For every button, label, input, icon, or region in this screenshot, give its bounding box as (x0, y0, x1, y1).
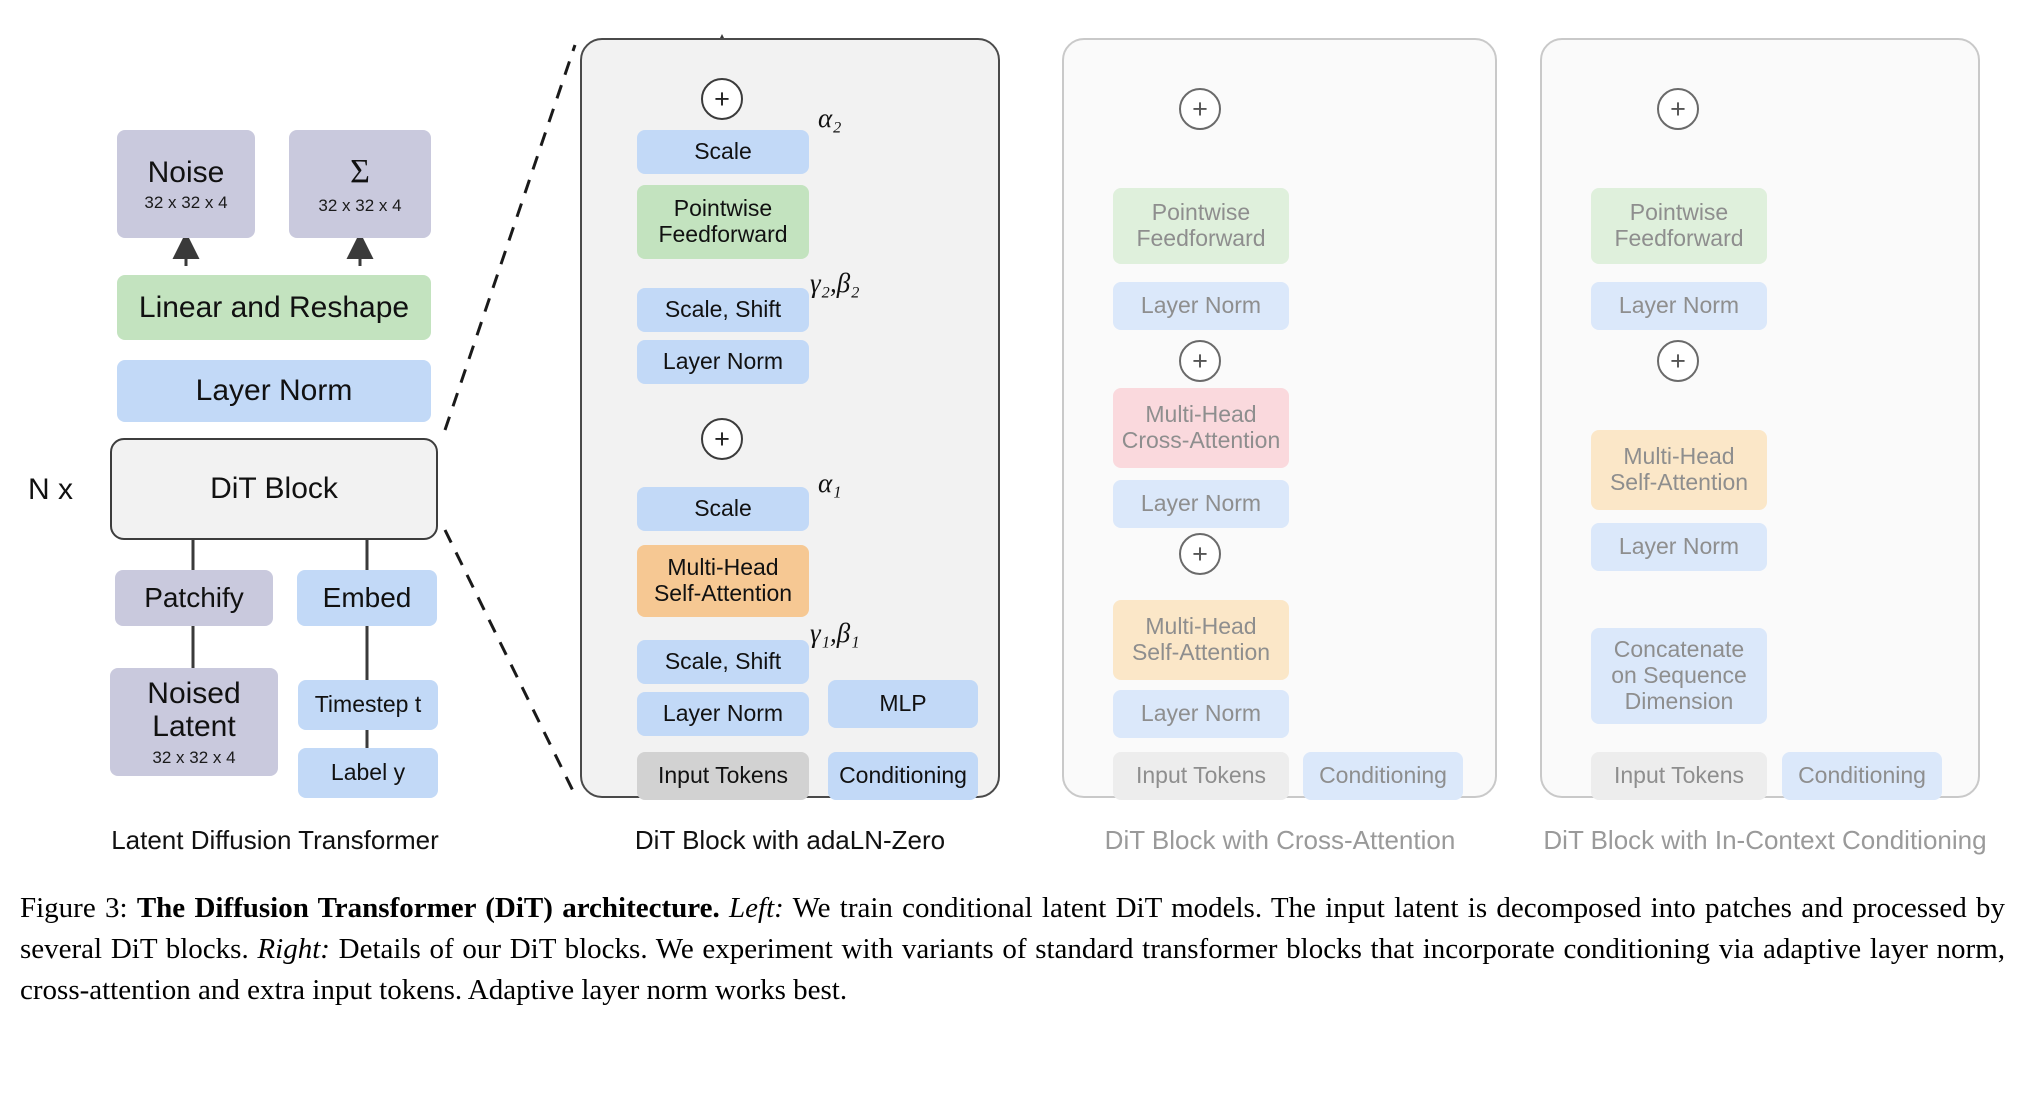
incontext-concat-line3: Dimension (1624, 687, 1734, 714)
incontext-concatenate (1591, 628, 1767, 724)
incontext-add-top-label: + (1670, 93, 1686, 124)
adaln-pointwise-line1: Pointwise (673, 195, 773, 222)
cross-add-top-label: + (1192, 93, 1208, 124)
cross-mhsa-line1: Multi-Head (1145, 613, 1257, 640)
incontext-conditioning (1782, 752, 1942, 800)
node-linear-reshape-label: Linear and Reshape (138, 290, 410, 324)
cross-pointwise-feedforward (1113, 188, 1289, 264)
incontext-add-top (1657, 88, 1699, 130)
node-sigma-label: Σ (350, 153, 370, 191)
incontext-input-tokens-label: Input Tokens (1613, 762, 1744, 789)
adaln-gamma2-beta2-label: γ₂,β₂ (810, 268, 860, 298)
adaln-layer-norm-top (637, 340, 809, 384)
incontext-multi-head-self-attention (1591, 430, 1767, 510)
node-noised-latent-line2: Latent (152, 710, 236, 744)
adaln-scale-shift-bottom-label: Scale, Shift (664, 648, 782, 675)
incontext-pointwise-line2: Feedforward (1614, 225, 1744, 251)
cross-add-top (1179, 88, 1221, 130)
cross-multi-head-cross-attention (1113, 388, 1289, 468)
figure-caption-right-em: Right: (257, 933, 330, 966)
incontext-mhsa-line2: Self-Attention (1609, 469, 1749, 495)
incontext-layer-norm-mid-label: Layer Norm (1618, 533, 1740, 560)
incontext-conditioning-label: Conditioning (1798, 762, 1926, 789)
cross-layer-norm-mid (1113, 480, 1289, 528)
adaln-conditioning-label: Conditioning (839, 762, 967, 789)
adaln-input-tokens (637, 752, 809, 800)
node-noised-latent-shape: 32 x 32 x 4 (152, 748, 236, 768)
incontext-layer-norm-mid (1591, 523, 1767, 571)
panel-label-incontext: DiT Block with In-Context Conditioning (1543, 825, 1987, 855)
incontext-layer-norm-top (1591, 282, 1767, 330)
cross-pointwise-line1: Pointwise (1151, 199, 1251, 226)
adaln-input-tokens-label: Input Tokens (657, 762, 788, 789)
figure-caption-text1: We train conditional latent DiT models. The input latent is decomposed into patches and processed by several DiT blocks. (20, 892, 2005, 966)
adaln-mlp-label: MLP (879, 690, 927, 717)
adaln-add-bottom (701, 418, 743, 460)
cross-pointwise-line2: Feedforward (1136, 225, 1266, 251)
incontext-pointwise-feedforward (1591, 188, 1767, 264)
node-patchify (115, 570, 273, 626)
node-timestep-label: Timestep t (314, 691, 422, 718)
adaln-scale-bottom (637, 487, 809, 531)
node-noise (117, 130, 255, 238)
node-noise-label: Noise (147, 155, 225, 189)
cross-add-mid (1179, 340, 1221, 382)
node-patchify-label: Patchify (144, 582, 244, 614)
figure-caption-text2: Details of our DiT blocks. We experiment with variants of standard transformer blocks that incorporate conditioning via adaptive layer norm, cross-attention and extra input tokens. Adaptive layer norm works best. (20, 933, 2006, 1007)
node-embed-label: Embed (322, 582, 412, 614)
node-dit-block-label: DiT Block (210, 472, 338, 506)
cross-layer-norm-mid-label: Layer Norm (1140, 490, 1262, 517)
node-noised-latent-line1: Noised (147, 676, 241, 710)
node-sigma (289, 130, 431, 238)
adaln-add-top-label: + (714, 83, 730, 114)
node-dit-block (110, 438, 438, 540)
cross-mhca-line2: Cross-Attention (1121, 427, 1281, 453)
adaln-scale-shift-bottom (637, 640, 809, 684)
figure-caption-bold: The Diffusion Transformer (DiT) architecture. (136, 892, 720, 924)
adaln-mha-line1: Multi-Head (667, 554, 779, 581)
cross-layer-norm-top-label: Layer Norm (1140, 292, 1262, 319)
adaln-alpha2-label: α₂ (818, 103, 842, 133)
cross-add-bottom-label: + (1192, 538, 1208, 569)
adaln-conditioning (828, 752, 978, 800)
adaln-pointwise-feedforward (637, 185, 809, 259)
adaln-pointwise-line2: Feedforward (658, 221, 788, 247)
panel-label-adaln: DiT Block with adaLN-Zero (634, 825, 946, 855)
figure-caption-prefix: Figure 3: (20, 892, 128, 924)
node-layer-norm-left-label: Layer Norm (195, 374, 353, 408)
adaln-layer-norm-bottom (637, 692, 809, 736)
cross-conditioning (1303, 752, 1463, 800)
cross-layer-norm-bottom (1113, 690, 1289, 738)
adaln-gamma1-beta1-label: γ₁,β₁ (810, 618, 860, 648)
incontext-add-mid-label: + (1670, 345, 1686, 376)
cross-input-tokens (1113, 752, 1289, 800)
incontext-input-tokens (1591, 752, 1767, 800)
node-sigma-shape: 32 x 32 x 4 (318, 195, 402, 215)
incontext-concat-line2: on Sequence (1611, 662, 1747, 689)
cross-mhsa-line2: Self-Attention (1131, 639, 1271, 665)
figure-caption (20, 888, 2005, 1012)
incontext-layer-norm-top-label: Layer Norm (1618, 292, 1740, 319)
panel-label-left: Latent Diffusion Transformer (111, 825, 439, 855)
adaln-layer-norm-bottom-label: Layer Norm (662, 700, 784, 727)
adaln-scale-top (637, 130, 809, 174)
node-noised-latent (110, 668, 278, 776)
cross-layer-norm-top (1113, 282, 1289, 330)
adaln-scale-top-label: Scale (694, 138, 752, 165)
node-layer-norm-left (117, 360, 431, 422)
incontext-mhsa-line1: Multi-Head (1623, 443, 1735, 470)
adaln-multi-head-self-attention (637, 545, 809, 617)
incontext-concat-line1: Concatenate (1613, 636, 1745, 663)
node-embed (297, 570, 437, 626)
cross-layer-norm-bottom-label: Layer Norm (1140, 700, 1262, 727)
adaln-add-top (701, 78, 743, 120)
node-noise-shape: 32 x 32 x 4 (144, 193, 228, 213)
adaln-scale-shift-top (637, 288, 809, 332)
node-label-y-label: Label y (330, 759, 406, 786)
node-label-y (298, 748, 438, 798)
panel-label-cross: DiT Block with Cross-Attention (1104, 825, 1456, 855)
adaln-layer-norm-top-label: Layer Norm (662, 348, 784, 375)
adaln-scale-shift-top-label: Scale, Shift (664, 296, 782, 323)
adaln-add-bottom-label: + (714, 423, 730, 454)
adaln-mlp (828, 680, 978, 728)
figure-caption-left-em: Left: (729, 892, 784, 924)
node-dit-block-label-wrap (112, 440, 436, 538)
node-linear-reshape (117, 275, 431, 340)
cross-mhca-line1: Multi-Head (1145, 401, 1257, 428)
cross-add-bottom (1179, 533, 1221, 575)
adaln-mha-line2: Self-Attention (653, 580, 793, 606)
adaln-scale-bottom-label: Scale (694, 495, 752, 522)
cross-multi-head-self-attention (1113, 600, 1289, 680)
node-timestep (298, 680, 438, 730)
adaln-alpha1-label: α₁ (818, 468, 842, 498)
cross-conditioning-label: Conditioning (1319, 762, 1447, 789)
cross-add-mid-label: + (1192, 345, 1208, 376)
cross-input-tokens-label: Input Tokens (1135, 762, 1266, 789)
incontext-add-mid (1657, 340, 1699, 382)
label-n-times: N x (28, 473, 73, 506)
incontext-pointwise-line1: Pointwise (1629, 199, 1729, 226)
